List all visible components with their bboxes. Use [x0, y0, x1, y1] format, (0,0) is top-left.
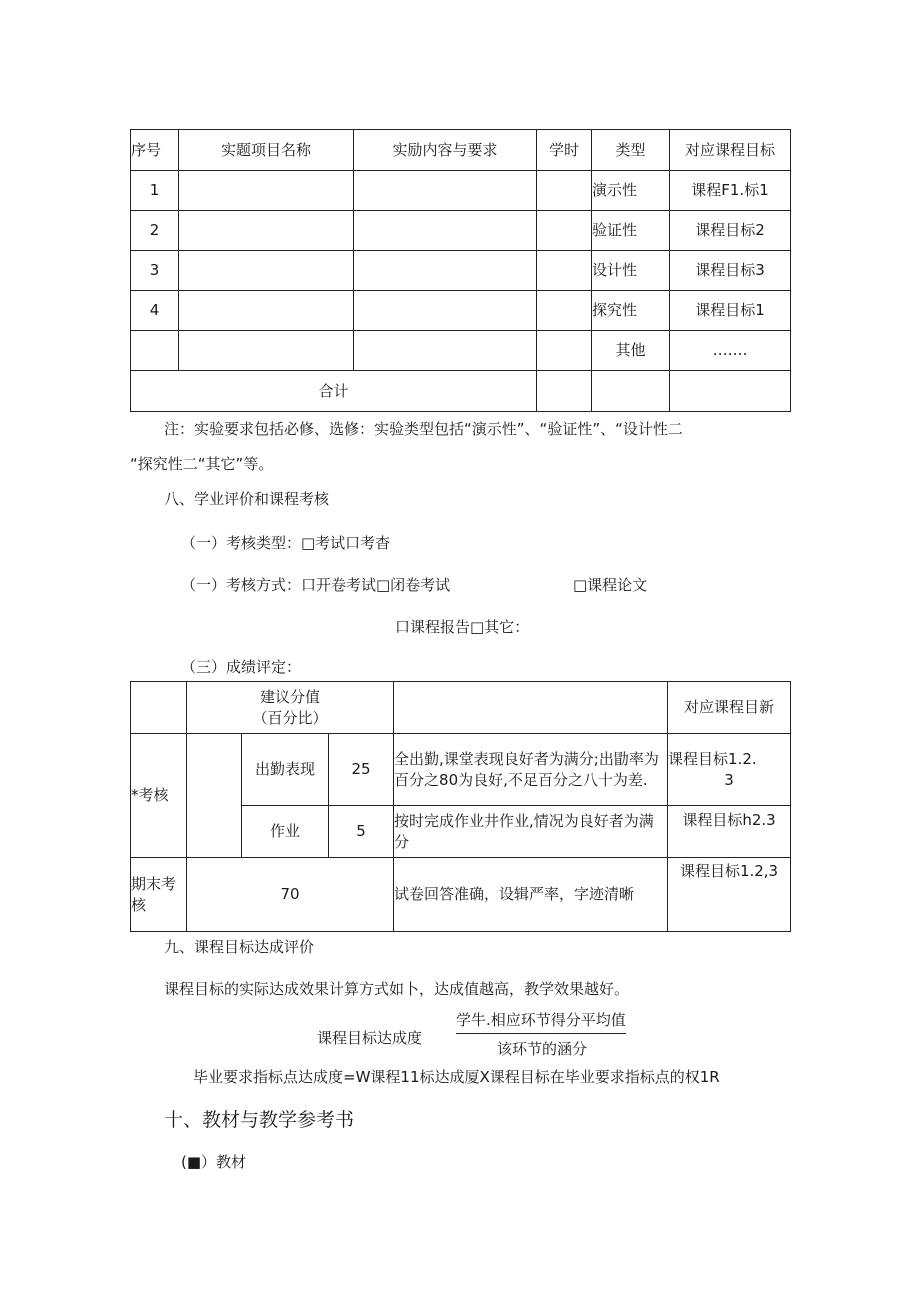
row-name: [179, 331, 354, 371]
row-content: [354, 171, 537, 211]
section-10-title: 十、教材与教学参考书: [164, 1109, 355, 1131]
formula-label: 课程目标达成度: [317, 1029, 423, 1047]
col-header-content: 实励内容与要求: [354, 130, 537, 171]
formula-graduation: 毕业要求指标点达成度=W课程11标达成厦X课程目标在毕业要求指标点的权1R: [193, 1068, 720, 1086]
section-8-title: 八、学业评价和课程考核: [164, 490, 330, 508]
grading-header-row: [131, 682, 791, 734]
row-type: 探究性: [592, 291, 670, 331]
assessment-method-line2: 口课程报告□其它：: [395, 618, 530, 636]
table-row: [131, 171, 791, 211]
attendance-goal-2: 3: [724, 770, 734, 789]
row-hours: [537, 251, 592, 291]
table-row: [131, 331, 791, 371]
homework-score: 5: [329, 806, 394, 858]
table-row: [131, 251, 791, 291]
grading-title: （三）成绩评定：: [181, 658, 302, 676]
section-9-title: 九、课程目标达成评价: [164, 938, 315, 956]
row-type: 验证性: [592, 211, 670, 251]
table-row: [131, 734, 791, 806]
row-type: 演示性: [592, 171, 670, 211]
col-header-name: 实题项目名称: [179, 130, 354, 171]
section-10-sub: (■）教材: [181, 1153, 247, 1171]
total-row: [131, 371, 791, 412]
row-goal: 课程目标1: [670, 291, 791, 331]
header-goal: 对应课程目新: [668, 682, 791, 734]
row-hours: [537, 171, 592, 211]
formula-numerator: 学牛.相应环节得分平均值: [456, 1009, 626, 1034]
row-name: [179, 171, 354, 211]
row-goal: 课程目标2: [670, 211, 791, 251]
table-row: [131, 858, 791, 932]
row-no: 4: [131, 291, 179, 331]
assessment-type: （一）考核类型：□考试口考杳: [181, 534, 391, 552]
table-row: [131, 211, 791, 251]
section-9-desc: 课程目标的实际达成效果计算方式如卜，达成值越高，教学效果越好。: [164, 980, 630, 998]
col-header-no: 序号: [131, 130, 179, 171]
exam-label: *考核: [131, 734, 187, 858]
homework-goal: 课程目标h2.3: [668, 806, 791, 858]
row-content: [354, 211, 537, 251]
final-goal: 课程目标1.2,3: [668, 858, 791, 932]
header-score: [187, 682, 394, 734]
assessment-method-paper: □课程论文: [573, 576, 648, 594]
row-hours: [537, 331, 592, 371]
final-name: 期末考核: [131, 858, 187, 932]
note-line-2: “探究性二“其它”等。: [130, 455, 274, 473]
row-type: 设计性: [592, 251, 670, 291]
row-goal: …….: [670, 331, 791, 371]
row-goal: 课程目标3: [670, 251, 791, 291]
total-type: [592, 371, 670, 412]
final-desc: 试卷回答准确，设辑严率，字迹清晰: [394, 858, 668, 932]
final-score: 70: [187, 858, 394, 932]
grading-table: [130, 681, 791, 932]
row-name: [179, 251, 354, 291]
col-header-goal: 对应课程目标: [670, 130, 791, 171]
row-no: 2: [131, 211, 179, 251]
col-header-type: 类型: [592, 130, 670, 171]
total-goal: [670, 371, 791, 412]
table-header-row: [131, 130, 791, 171]
header-score-label: 建议分值: [260, 687, 321, 706]
total-label: 合计: [131, 371, 537, 412]
assessment-method: （一）考核方式：口开卷考试□闭卷考试: [181, 576, 451, 594]
experiment-table: [130, 129, 791, 412]
row-hours: [537, 211, 592, 251]
attendance-desc: 全出勤,课堂表现良好者为满分;出勖率为百分之80为良好,不足百分之八十为差.: [394, 734, 668, 806]
table-row: [131, 291, 791, 331]
attendance-score: 25: [329, 734, 394, 806]
formula-denominator: 该环节的涵分: [497, 1040, 588, 1058]
attendance-goal: [668, 734, 791, 806]
row-no: 1: [131, 171, 179, 211]
row-goal: 课程F1.标1: [670, 171, 791, 211]
row-content: [354, 331, 537, 371]
header-score-sub: （百分比）: [252, 708, 328, 727]
row-no: [131, 331, 179, 371]
homework-desc: 按时完成作业井作业,情况为良好者为满分: [394, 806, 668, 858]
note-line-1: 注：实验要求包括必修、选修：实验类型包括“演示性”、“验证性”、“设计性二: [164, 420, 683, 438]
header-blank: [131, 682, 187, 734]
row-no: 3: [131, 251, 179, 291]
col-header-hours: 学时: [537, 130, 592, 171]
row-name: [179, 291, 354, 331]
header-desc: [394, 682, 668, 734]
row-name: [179, 211, 354, 251]
attendance-name: 出勤表现: [242, 734, 329, 806]
attendance-goal-1: 课程目标1.2.: [668, 749, 757, 768]
row-type: 其他: [592, 331, 670, 371]
row-hours: [537, 291, 592, 331]
homework-name: 作业: [242, 806, 329, 858]
exam-blank: [187, 734, 242, 858]
row-content: [354, 251, 537, 291]
row-content: [354, 291, 537, 331]
total-hours: [537, 371, 592, 412]
